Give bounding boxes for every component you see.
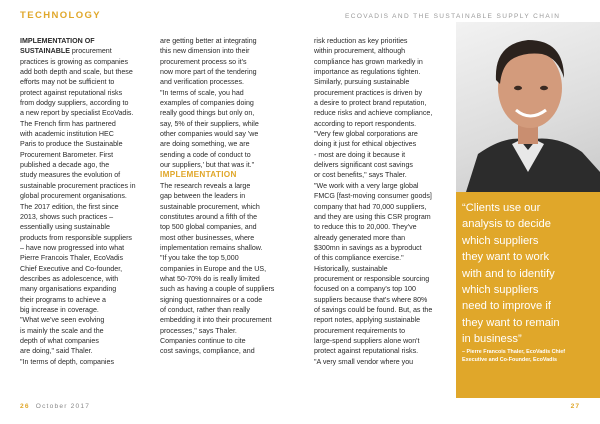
pull-quote-attribution — [462, 348, 598, 364]
text-line: procurement practices is driven by — [314, 88, 423, 97]
text-line: procurement or responsible sourcing — [314, 274, 430, 283]
text-line: need to improve if — [462, 300, 551, 313]
text-line: signing questionnaires or a code — [160, 295, 263, 304]
text-line: The research reveals a large — [160, 181, 251, 190]
column-2-body-bottom — [160, 181, 274, 357]
text-line: with and to identify — [462, 267, 555, 280]
article-column-3 — [314, 36, 432, 367]
text-line: "A very small vendor where you — [314, 357, 414, 366]
column-2-body-top — [160, 36, 274, 170]
text-line: risk reduction as key priorities — [314, 37, 408, 45]
text-line: add both depth and scale, but these — [20, 68, 133, 77]
text-line: other companies would say 'we — [160, 130, 259, 139]
running-head: ECOVADIS AND THE SUSTAINABLE SUPPLY CHAIN — [345, 13, 561, 20]
text-line: which suppliers — [462, 234, 539, 247]
text-line: procurement requirements to — [314, 326, 406, 335]
text-line: report notes, applying sustainable — [314, 316, 421, 325]
text-line: is mainly the scale and the — [20, 326, 104, 335]
column-3-body — [314, 36, 432, 367]
text-line: our suppliers,' but that was it." — [160, 161, 255, 170]
text-line: gap between the leaders in — [160, 192, 246, 201]
text-line: within procurement, although — [314, 47, 406, 56]
text-line: are doing," said Thaler. — [20, 347, 93, 356]
text-line: essentially using sustainable — [20, 223, 110, 232]
issue-date: October 2017 — [35, 403, 91, 410]
text-line: according to report respondents. — [314, 119, 417, 128]
text-line: Historically, sustainable — [314, 264, 388, 273]
text-line: embedding it into their procurement — [160, 316, 272, 325]
text-line: really good things but only on, — [160, 109, 255, 118]
text-line: their programs to achieve a — [20, 295, 106, 304]
text-line: focused on a company's top 100 — [314, 285, 416, 294]
text-line: most other businesses, where — [160, 233, 255, 242]
footer-left — [20, 403, 90, 410]
text-line: The 2017 edition, the first since — [20, 202, 119, 211]
column-1-body — [20, 57, 136, 367]
text-line: a desire to protect brand reputation, — [314, 99, 427, 108]
text-line: a new report by specialist EcoVadis. — [20, 109, 134, 118]
text-line: such as having a couple of suppliers — [160, 285, 275, 294]
portrait-photo — [456, 22, 600, 192]
text-line: constitutes around a fifth of the — [160, 212, 258, 221]
text-line: efforts may not be sufficient to — [20, 78, 115, 87]
text-line: "We work with a very large global — [314, 181, 419, 190]
text-line: suppliers because that's where 80% — [314, 295, 428, 304]
text-line: "In terms of scale, you had — [160, 88, 244, 97]
text-line: - most are doing it because it — [314, 150, 406, 159]
text-line: describes as adolescence, with — [20, 274, 119, 283]
page-number-right: 27 — [570, 403, 580, 410]
text-line: – have now progressed into what — [20, 243, 125, 252]
text-line: sending a code of conduct to — [160, 150, 251, 159]
text-line: in business” — [462, 333, 522, 346]
text-line: or cost benefits," says Thaler. — [314, 171, 407, 180]
text-line: depth of what companies — [20, 336, 99, 345]
text-line: company that had 70,000 suppliers, — [314, 202, 427, 211]
text-line: "In terms of depth, companies — [20, 357, 114, 366]
text-line: they want to work — [462, 251, 550, 264]
text-line: are getting better at integrating — [160, 37, 257, 45]
text-line: companies in Europe and the US, — [160, 264, 267, 273]
text-line: implementation remains shallow. — [160, 243, 263, 252]
text-line: Pierre Francois Thaler, EcoVadis — [20, 254, 124, 263]
text-line: “Clients use our — [462, 202, 541, 214]
text-line: of conduct, rather than really — [160, 305, 250, 314]
text-line: published a decade ago, the — [20, 161, 110, 170]
text-line: compliance has grown markedly in — [314, 57, 423, 66]
text-line: from dodgy suppliers, according to — [20, 99, 129, 108]
text-line: Paris to produce the Sustainable — [20, 140, 123, 149]
text-line: Similarly, pursuing sustainable — [314, 78, 410, 87]
text-line: what 50-70% do is really limited — [160, 274, 260, 283]
text-line: examples of companies doing — [160, 99, 254, 108]
text-line: FMCG [fast-moving consumer goods] — [314, 192, 432, 201]
lead-line: SUSTAINABLE procurement — [20, 47, 112, 56]
text-line: importance as regulations tighten. — [314, 68, 421, 77]
article-column-2 — [160, 36, 274, 357]
text-line: Companies continue to cite — [160, 336, 246, 345]
text-line: which suppliers — [462, 284, 539, 297]
text-line: reduce risks and achieve compliance, — [314, 109, 433, 118]
text-line: global procurement organisations. — [20, 192, 127, 201]
text-line: large-spend suppliers alone won't — [314, 336, 420, 345]
text-line: Procurement Barometer. First — [20, 150, 114, 159]
text-line: big increase in coverage. — [20, 305, 99, 314]
portrait-illustration — [456, 22, 600, 192]
text-line: sustainable procurement, which — [160, 202, 260, 211]
text-line: of savings could be found. But, as the — [314, 305, 433, 314]
text-line: top 500 global companies, and — [160, 223, 257, 232]
lead-line: IMPLEMENTATION OF — [20, 37, 95, 45]
article-column-1 — [20, 36, 136, 367]
text-line: procurement process so it's — [160, 57, 247, 66]
text-line: with academic institution HEC — [20, 130, 114, 139]
pull-quote-text — [462, 200, 598, 348]
text-line: this new dimension into their — [160, 47, 250, 56]
text-line: The French firm has partnered — [20, 119, 116, 128]
text-line: doing it just for ethical objectives — [314, 140, 417, 149]
text-line: processes," says Thaler. — [160, 326, 237, 335]
text-line: now more part of the tendering — [160, 68, 257, 77]
text-line: they want to remain — [462, 316, 560, 329]
text-line: analysis to decide — [462, 218, 551, 231]
text-line: cost savings, compliance, and — [160, 347, 255, 356]
text-line: – Pierre Francois Thaler, EcoVadis Chief — [462, 349, 566, 355]
text-line: and they are using this CSR program — [314, 212, 431, 221]
text-line: delivers significant cost savings — [314, 161, 413, 170]
text-line: sustainable procurement practices in — [20, 181, 136, 190]
text-line: and verification processes. — [160, 78, 244, 87]
text-line: say, 5% of their suppliers, while — [160, 119, 259, 128]
page-number-left: 26 — [20, 403, 30, 410]
text-line: 2013, shows such practices – — [20, 212, 114, 221]
text-line: protect against reputational risks — [20, 88, 123, 97]
text-line: $300mn in savings as a byproduct — [314, 243, 422, 252]
text-line: to reduce this to 20,000. They've — [314, 223, 417, 232]
text-line: "Very few global corporations are — [314, 130, 418, 139]
text-line: protect against reputational risks. — [314, 347, 419, 356]
subhead-implementation: IMPLEMENTATION — [160, 170, 237, 180]
text-line: "If you take the top 5,000 — [160, 254, 239, 263]
text-line: are doing something, we are — [160, 140, 250, 149]
text-line: products from responsible suppliers — [20, 233, 132, 242]
text-line: Chief Executive and Co-founder, — [20, 264, 123, 273]
section-label: TECHNOLOGY — [20, 10, 102, 21]
text-line: "What we've seen evolving — [20, 316, 105, 325]
text-line: Executive and Co-Founder, EcoVadis — [462, 357, 557, 363]
text-line: study measures the evolution of — [20, 171, 121, 180]
text-line: practices is growing as companies — [20, 57, 129, 66]
text-line: already generated more than — [314, 233, 406, 242]
text-line: many organisations expanding — [20, 285, 117, 294]
text-line: of this compliance exercise." — [314, 254, 404, 263]
